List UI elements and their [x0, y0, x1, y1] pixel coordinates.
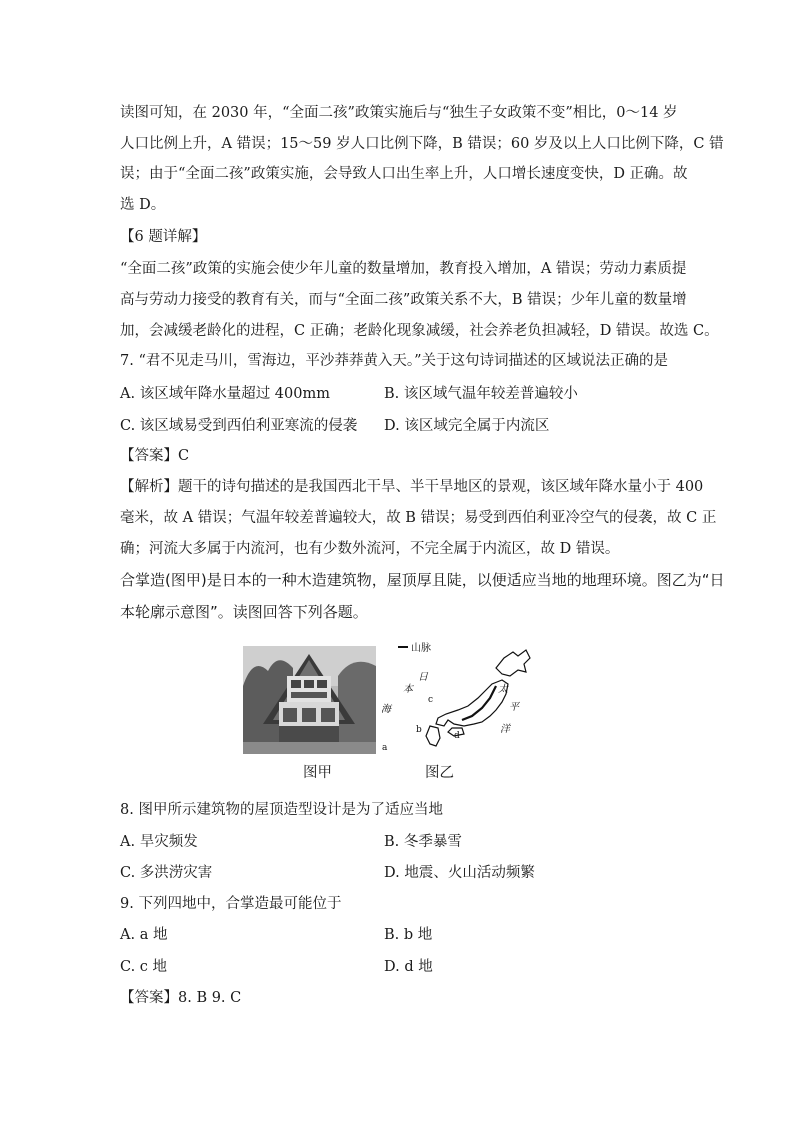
q7-option-d: D. 该区域完全属于内流区 [384, 418, 550, 434]
point-label-b: b [416, 725, 422, 735]
text-line: 选 D。 [120, 197, 166, 213]
q7-option-c: C. 该区域易受到西伯利亚寒流的侵袭 [120, 418, 358, 434]
q7-option-a: A. 该区域年降水量超过 400mm [120, 386, 330, 402]
question-9-stem: 9. 下列四地中，合掌造最可能位于 [120, 896, 342, 912]
japan-outline-map [378, 640, 553, 755]
sea-label-char: 本 [403, 684, 413, 695]
text-line: 人口比例上升，A 错误；15～59 岁人口比例下降，B 错误；60 岁及以上人口比例下降，C 错 [120, 136, 724, 152]
sea-label-char: 日 [418, 672, 428, 683]
ocean-label-char: 太 [498, 684, 508, 695]
figure-caption-b: 图乙 [425, 765, 454, 781]
ocean-label-char: 洋 [500, 724, 510, 735]
q9-option-b: B. b 地 [384, 927, 433, 943]
q8-option-c: C. 多洪涝灾害 [120, 865, 213, 881]
text-line: “全面二孩”政策的实施会使少年儿童的数量增加，教育投入增加，A 错误；劳动力素质提 [120, 261, 687, 277]
q7-analysis-line: 确；河流大多属于内流河，也有少数外流河，不完全属于内流区，故 D 错误。 [120, 541, 620, 557]
text-line: 读图可知，在 2030 年，“全面二孩”政策实施后与“独生子女政策不变”相比，0～14 岁 [120, 105, 678, 121]
ocean-label-char: 平 [509, 702, 519, 713]
q8-option-d: D. 地震、火山活动频繁 [384, 865, 535, 881]
q7-analysis-line: 毫米，故 A 错误；气温年较差普遍较大，故 B 错误；易受到西伯利亚冷空气的侵袭，故 C 正 [120, 510, 717, 526]
point-label-c: c [428, 695, 434, 705]
text-line: 高与劳动力接受的教育有关，而与“全面二孩”政策关系不大，B 错误；少年儿童的数量增 [120, 292, 687, 308]
q8-option-b: B. 冬季暴雪 [384, 834, 462, 850]
q7-answer: 【答案】C [120, 448, 190, 464]
intro-line: 合掌造(图甲)是日本的一种木造建筑物，屋顶厚且陡，以便适应当地的地理环境。图乙为“日 [120, 571, 725, 589]
text-line: 加，会减缓老龄化的进程，C 正确；老龄化现象减缓，社会养老负担减轻，D 错误。故选 C。 [120, 323, 719, 339]
map-legend-label: 山脉 [411, 643, 431, 654]
point-label-a: a [382, 743, 388, 753]
gassho-house-photo [243, 646, 376, 754]
point-label-d: d [454, 731, 460, 741]
sea-label-char: 海 [381, 704, 391, 715]
q7-option-b: B. 该区域气温年较差普遍较小 [384, 386, 578, 402]
question-7-stem: 7. “君不见走马川，雪海边，平沙莽莽黄入天。”关于这句诗词描述的区域说法正确的是 [120, 353, 669, 369]
q7-analysis-line: 【解析】题干的诗句描述的是我国西北干旱、半干旱地区的景观，该区域年降水量小于 400 [120, 479, 704, 495]
q8-option-a: A. 旱灾频发 [120, 834, 198, 850]
q9-option-c: C. c 地 [120, 959, 168, 975]
figure [243, 640, 553, 755]
q9-option-a: A. a 地 [120, 927, 168, 943]
section-heading: 【6 题详解】 [120, 229, 207, 245]
intro-line: 本轮廓示意图”。读图回答下列各题。 [120, 603, 368, 621]
q9-option-d: D. d 地 [384, 959, 433, 975]
figure-caption-a: 图甲 [303, 765, 332, 781]
final-answer: 【答案】8. B 9. C [120, 990, 242, 1006]
text-line: 误；由于“全面二孩”政策实施，会导致人口出生率上升，人口增长速度变快，D 正确。故 [120, 166, 688, 182]
question-8-stem: 8. 图甲所示建筑物的屋顶造型设计是为了适应当地 [120, 802, 443, 818]
